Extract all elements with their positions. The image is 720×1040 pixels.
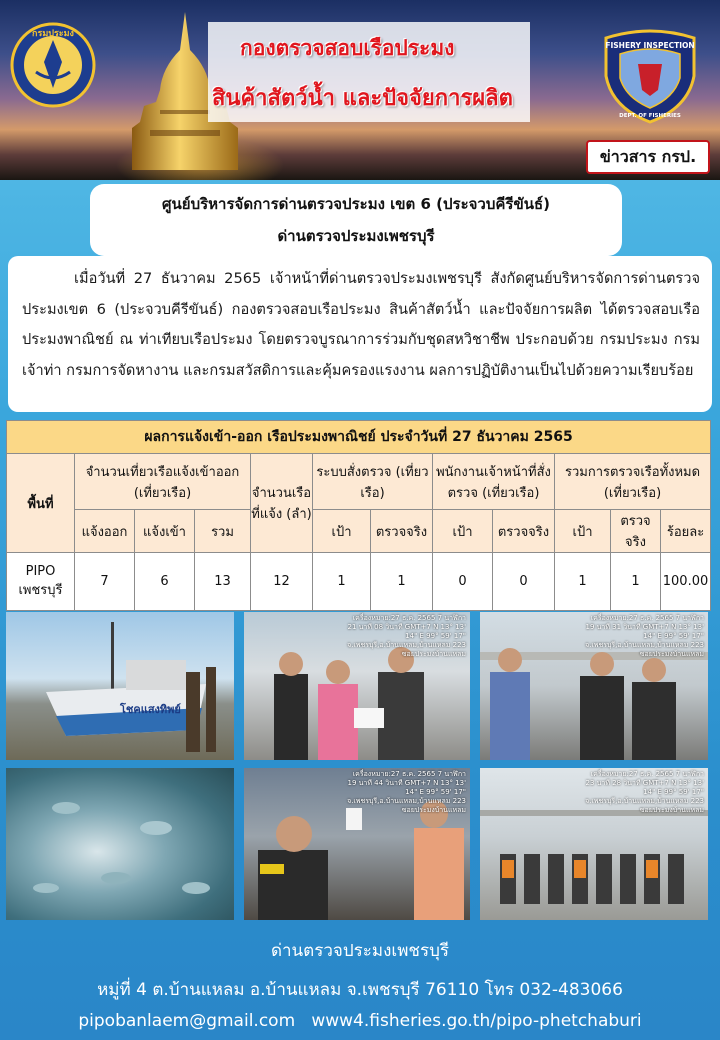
subheader-in: แจ้งเข้า <box>135 510 195 553</box>
subtitle-line2: ด่านตรวจประมงเพชรบุรี <box>277 227 435 245</box>
photo-crew-group <box>480 768 708 920</box>
subheader-tot-target: เป้า <box>555 510 611 553</box>
boat-name: โชคแสงทิพย์ <box>120 703 181 716</box>
boat-illustration <box>6 612 234 760</box>
cell-area: PIPO เพชรบุรี <box>7 553 75 611</box>
department-of-fisheries-logo <box>10 22 96 108</box>
news-badge: ข่าวสาร กรป. <box>586 140 710 174</box>
table-title: ผลการแจ้งเข้า-ออก เรือประมงพาณิชย์ ประจำวันที่ 27 ธันวาคม 2565 <box>7 421 711 454</box>
banner-title-line2: สินค้าสัตว์น้ำ และปัจจัยการผลิต <box>212 86 513 111</box>
cell-boats: 12 <box>251 553 313 611</box>
photo-fishing-boat <box>6 612 234 760</box>
subheader-sys-target: เป้า <box>313 510 371 553</box>
header-area: พื้นที่ <box>7 454 75 553</box>
header-banner <box>0 0 720 180</box>
photo-timestamp: เครื่องหมาย:27 ธ.ค. 2565 7 นาฬิกา 23 นาที 28 วินาที GMT+7 N 13° 13' 14" E 99° 59' 17" จ.เพชรบุรี,อ.บ้านแหลม,บ้านแหลม 223 ซอยประมงบ้านแหลม <box>585 770 704 814</box>
cell-sys-target: 1 <box>313 553 371 611</box>
cell-off-actual: 0 <box>493 553 555 611</box>
cell-in: 6 <box>135 553 195 611</box>
news-body: เมื่อวันที่ 27 ธันวาคม 2565 เจ้าหน้าที่ด่านตรวจประมงเพชรบุรี สังกัดศูนย์บริหารจัดการด่านตรวจประมงเขต 6 (ประจวบคีรีขันธ์) กองตรวจสอบเรือประมง สินค้าสัตว์น้ำ และปัจจัยการผลิต ได้ตรวจสอบเรือประมงพาณิชย์ ณ ท่าเทียบเรือประมง โดยตรวจบูรณาการร่วมกับชุดสหวิชาชีพ ประกอบด้วย กรมประมง กรมเจ้าท่า กรมการจัดหางาน และกรมสวัสดิการและคุ้มครองแรงงาน ผลการปฏิบัติงานเป็นไปด้วยความเรียบร้อย <box>8 256 712 412</box>
cell-tot-actual: 1 <box>611 553 661 611</box>
photo-fish-catch <box>6 768 234 920</box>
cell-sys-actual: 1 <box>371 553 433 611</box>
subtitle-line1: ศูนย์บริหารจัดการด่านตรวจประมง เขต 6 (ประจวบคีรีขันธ์) <box>162 195 550 213</box>
photo-timestamp: เครื่องหมาย:27 ธ.ค. 2565 7 นาฬิกา 21 นาที 08 วินาที GMT+7 N 13° 13' 14" E 99° 59' 17" จ.เพชรบุรี,อ.บ้านแหลม,บ้านแหลม 223 ซอยประมงบ้านแหลม <box>347 614 466 658</box>
header-total: รวมการตรวจเรือทั้งหมด (เที่ยวเรือ) <box>555 454 711 510</box>
subheader-out: แจ้งออก <box>75 510 135 553</box>
subheader-sum: รวม <box>195 510 251 553</box>
svg-text:DEPT. OF FISHERIES: DEPT. OF FISHERIES <box>619 113 681 119</box>
photo-officers-documents-2 <box>244 768 470 920</box>
photo-timestamp: เครื่องหมาย:27 ธ.ค. 2565 7 นาฬิกา 19 นาที 44 วินาที GMT+7 N 13° 13' 14" E 99° 59' 17" จ.เพชรบุรี,อ.บ้านแหลม,บ้านแหลม 223 ซอยประมงบ้านแหลม <box>347 770 466 814</box>
cell-percent: 100.00 <box>661 553 711 611</box>
header-trips: จำนวนเที่ยวเรือแจ้งเข้าออก (เที่ยวเรือ) <box>75 454 251 510</box>
subheader-sys-actual: ตรวจจริง <box>371 510 433 553</box>
header-system: ระบบสั่งตรวจ (เที่ยวเรือ) <box>313 454 433 510</box>
header-officer: พนักงานเจ้าหน้าที่สั่งตรวจ (เที่ยวเรือ) <box>433 454 555 510</box>
fish-illustration <box>6 768 234 920</box>
photo-timestamp: เครื่องหมาย:27 ธ.ค. 2565 7 นาฬิกา 19 นาที 31 วินาที GMT+7 N 13° 13' 14" E 99° 59' 17" จ.เพชรบุรี,อ.บ้านแหลม,บ้านแหลม 223 ซอยประมงบ้านแหลม <box>585 614 704 658</box>
svg-text:กรมประมง: กรมประมง <box>32 29 74 39</box>
photo-officers-pier <box>480 612 708 760</box>
subheader-off-target: เป้า <box>433 510 493 553</box>
footer-office: ด่านตรวจประมงเพชรบุรี <box>270 941 450 961</box>
table-row <box>7 553 711 611</box>
subheader-off-actual: ตรวจจริง <box>493 510 555 553</box>
subheader-tot-actual: ตรวจจริง <box>611 510 661 553</box>
header-boats: จำนวนเรือที่แจ้ง (ลำ) <box>251 454 313 553</box>
cell-tot-target: 1 <box>555 553 611 611</box>
banner-title-line1: กองตรวจสอบเรือประมง <box>240 36 455 60</box>
cell-off-target: 0 <box>433 553 493 611</box>
cell-out: 7 <box>75 553 135 611</box>
cell-sum: 13 <box>195 553 251 611</box>
subheader-percent: ร้อยละ <box>661 510 711 553</box>
footer-contact: pipobanlaem@gmail.com www4.fisheries.go.th/pipo-phetchaburi <box>78 1011 642 1031</box>
svg-text:FISHERY INSPECTION: FISHERY INSPECTION <box>605 41 695 50</box>
results-table <box>6 420 710 602</box>
footer-address: หมู่ที่ 4 ต.บ้านแหลม อ.บ้านแหลม จ.เพชรบุรี 76110 โทร 032-483066 <box>97 980 623 1000</box>
fishery-inspection-logo <box>598 24 702 124</box>
photo-officers-documents-1 <box>244 612 470 760</box>
subtitle-box <box>90 184 622 256</box>
